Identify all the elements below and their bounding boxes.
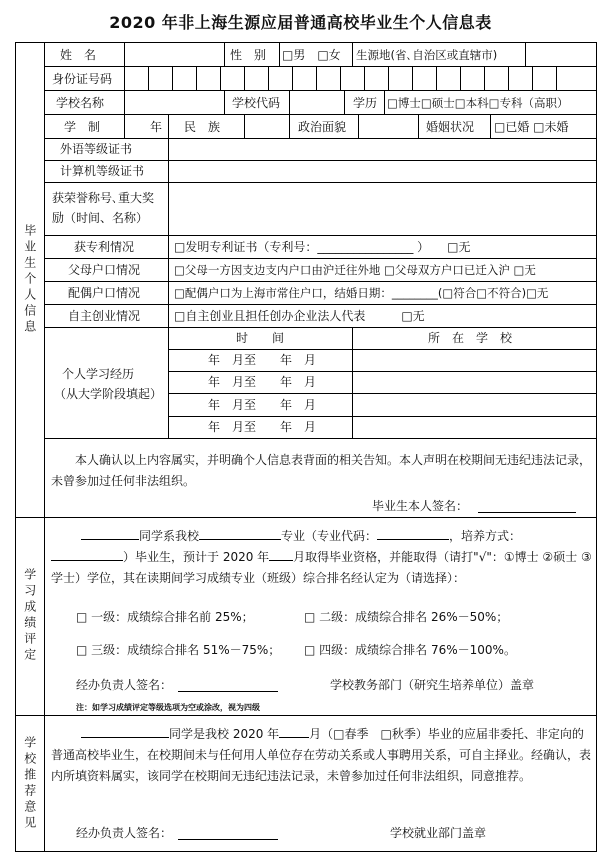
degree-label: 学历 xyxy=(353,96,378,110)
academic-text-3: ，培养方式： xyxy=(449,529,522,543)
row-divider xyxy=(45,90,597,91)
section-divider xyxy=(15,715,597,716)
row-divider xyxy=(45,66,597,67)
marital-options[interactable]: □已婚 □未婚 xyxy=(494,120,569,134)
section-label-academic xyxy=(15,517,45,715)
academic-handler-label: 经办负责人签名： xyxy=(76,678,173,692)
recommend-stamp-label: 学校就业部门盖章 xyxy=(390,826,487,840)
history-label-line2: （从大学阶段填起） xyxy=(54,387,163,401)
degree-options[interactable]: □博士□硕士□本科□专科（高职） xyxy=(387,96,569,110)
marital-label: 婚姻状况 xyxy=(426,120,475,134)
academic-text-2: 专业（专业代码： xyxy=(281,529,378,543)
gender-options[interactable]: □男 □女 xyxy=(282,48,341,62)
duration-label: 学 制 xyxy=(64,120,101,134)
recommend-handler-label: 经办负责人签名： xyxy=(76,826,173,840)
patent-options[interactable]: □发明专利证书（专利号：________________ ） □无 xyxy=(174,240,471,254)
academic-stamp-label: 学校教务部门（研究生培养单位）盖章 xyxy=(330,678,535,692)
row-divider xyxy=(168,349,597,350)
startup-options[interactable]: □自主创业且担任创办企业法人代表 □无 xyxy=(174,309,425,323)
row-divider xyxy=(45,114,597,115)
academic-handler-signature-line[interactable] xyxy=(178,691,278,692)
row-divider xyxy=(45,304,597,305)
gender-label: 性 别 xyxy=(230,48,267,62)
history-row-time: 年 月至 年 月 xyxy=(208,420,317,434)
parents-hukou-options[interactable]: □父母一方因支边支内户口由沪迁往外地 □父母双方户口已迁入沪 □无 xyxy=(174,263,536,277)
row-divider xyxy=(45,235,597,236)
history-school-header: 所 在 学 校 xyxy=(428,331,513,345)
row-divider xyxy=(45,182,597,183)
ethnicity-label: 民 族 xyxy=(184,120,221,134)
honors-label-line1: 获荣誉称号､重大奖 xyxy=(52,191,155,205)
academic-note: 注：如学习成绩评定等级选项为空或涂改，视为四级 xyxy=(76,703,260,712)
spouse-hukou-label: 配偶户口情况 xyxy=(68,286,141,300)
major-code-blank[interactable] xyxy=(377,527,449,540)
history-row-time: 年 月至 年 月 xyxy=(208,398,317,412)
spouse-hukou-options[interactable]: □配偶户口为上海市常住户口，结婚日期：________(□符合□不符合)□无 xyxy=(174,286,549,300)
student-name-blank[interactable] xyxy=(81,527,139,540)
row-divider xyxy=(45,160,597,161)
recommend-statement xyxy=(51,724,593,787)
section-label-recommend xyxy=(15,715,45,852)
startup-label: 自主创业情况 xyxy=(68,309,141,323)
recommend-month-blank[interactable] xyxy=(279,725,309,738)
history-row-time: 年 月至 年 月 xyxy=(208,353,317,367)
row-divider xyxy=(45,327,597,328)
academic-text-5: 月取得毕业资格，并能取得（请打"√"：①博士 ②硕士 ③学士）学位，其在读期间学习成绩专业（班级）综合排名经认定为（请选择）： xyxy=(51,550,592,585)
recommend-handler-signature-line[interactable] xyxy=(178,839,278,840)
patent-label: 获专利情况 xyxy=(74,240,135,254)
origin-label: 生源地(省､自治区或直辖市) xyxy=(356,48,498,62)
student-signature-label: 毕业生本人签名： xyxy=(372,499,469,513)
academic-text-1: 同学系我校 xyxy=(139,529,200,543)
section-divider xyxy=(15,517,597,518)
row-divider xyxy=(168,393,597,394)
history-time-header: 时 间 xyxy=(236,331,285,345)
section-label-personal-text: 毕业生个人信息 xyxy=(22,223,37,336)
graduation-month-blank[interactable] xyxy=(269,548,293,561)
history-row-time: 年 月至 年 月 xyxy=(208,375,317,389)
row-divider xyxy=(168,371,597,372)
form-title: 2020 年非上海生源应届普通高校毕业生个人信息表 xyxy=(109,13,492,32)
recommend-text-2: 月（□春季 □秋季）毕业的应届非委托、非定向的普通高校毕业生，在校期间未与任何用人单位存在劳动关系或人事聘用关系，可自主择业。经确认，表内所填资料属实，该同学在校期间无违纪违法记录，未曾参加过任何非法组织，同意推荐。 xyxy=(51,727,592,783)
name-label: 姓 名 xyxy=(60,48,97,62)
academic-text-4: ）毕业生，预计于 2020 年 xyxy=(123,550,270,564)
student-signature-line[interactable] xyxy=(478,512,576,513)
training-mode-blank[interactable] xyxy=(51,548,123,561)
section-label-recommend-text: 学校推荐意见 xyxy=(22,735,37,832)
rank-level-2[interactable]: □ 二级：成绩综合排名 26%－50%； xyxy=(304,610,509,624)
rank-level-4[interactable]: □ 四级：成绩综合排名 76%－100%。 xyxy=(304,643,516,657)
language-cert-label: 外语等级证书 xyxy=(60,142,133,156)
recommend-student-blank[interactable] xyxy=(81,725,169,738)
parents-hukou-label: 父母户口情况 xyxy=(68,263,141,277)
political-label: 政治面貌 xyxy=(298,120,347,134)
row-divider xyxy=(45,138,597,139)
rank-level-3[interactable]: □ 三级：成绩综合排名 51%－75%； xyxy=(76,643,281,657)
duration-year-unit: 年 xyxy=(150,120,163,134)
history-label-line1: 个人学习经历 xyxy=(62,367,135,381)
honors-label-line2: 励（时间、名称） xyxy=(52,211,149,225)
rank-level-1[interactable]: □ 一级：成绩综合排名前 25%； xyxy=(76,610,254,624)
computer-cert-label: 计算机等级证书 xyxy=(60,164,145,178)
section-label-academic-text: 学习成绩评定 xyxy=(22,568,37,664)
declaration-text: 本人确认以上内容属实，并明确个人信息表背面的相关告知。本人声明在校期间无违纪违法记录，未曾参加过任何非法组织。 xyxy=(51,453,592,488)
row-divider xyxy=(45,281,597,282)
row-divider xyxy=(45,258,597,259)
school-name-label: 学校名称 xyxy=(56,96,105,110)
row-divider xyxy=(45,438,597,439)
school-code-label: 学校代码 xyxy=(232,96,281,110)
row-divider xyxy=(168,416,597,417)
id-number-label: 身份证号码 xyxy=(52,72,113,86)
recommend-text-1: 同学是我校 2020 年 xyxy=(169,727,280,741)
section-label-personal xyxy=(15,42,45,517)
major-blank[interactable] xyxy=(199,527,281,540)
academic-statement xyxy=(51,526,593,589)
